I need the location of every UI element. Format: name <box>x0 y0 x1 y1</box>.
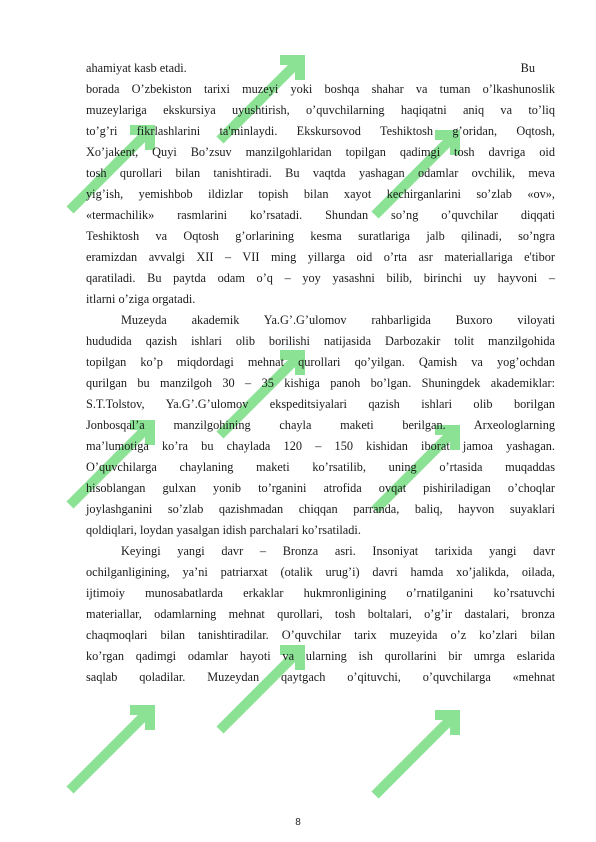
text-line: Xo’jakent, Quyi Bo’zsuv manzilgohlaridan topilgan qadimgi tosh davriga oid <box>86 145 555 159</box>
text-line: tosh qurollari bilan tanishtiradi. Bu vaqtda yashagan odamlar ovchilik, meva <box>86 166 555 180</box>
text-line: S.T.Tolstov, Ya.G’.G’ulomov ekspeditsiyalari qazish ishlari olib borilgan <box>86 397 555 411</box>
text-line: Jonbosqal’a manzilgohining chayla maketi berilgan. Arxeologlarning <box>86 418 555 432</box>
text-line: chaqmoqlari bilan tanishtiradilar. O’quvchilar tarix muzeyida o’z ko’zlari bilan <box>86 628 555 642</box>
text-line: saqlab qoladilar. Muzeydan qaytgach o’qituvchi, o’quvchilarga «mehnat <box>86 670 555 684</box>
text-line: ma’lumotiga ko’ra bu chaylada 120 – 150 kishidan iborat jamoa yashagan. <box>86 439 555 453</box>
text-line: eramizdan avvalgi XII – VII ming yillarga oid o’rta asr materiallariga e'tibor <box>86 250 555 264</box>
text-line: qaratiladi. Bu paytda odam o’q – yoy yasashni bilib, birinchi uy hayvoni – <box>86 271 555 285</box>
text-line: ko’rgan qadimgi odamlar hayoti va ularning ish qurollarini bir umrga eslarida <box>86 649 555 663</box>
text-line: Muzeyda akademik Ya.G’.G’ulomov rahbarligida Buxoro viloyati <box>121 313 555 327</box>
text-line: Teshiktosh va Oqtosh g’orlarining kesma suratlariga jalb qilinadi, so’ngra <box>86 229 555 243</box>
text-line: O’quvchilarga chaylaning maketi ko’rsatilib, uning o’rtasida muqaddas <box>86 460 555 474</box>
text-line: ochilganligining, ya’ni patriarxat (otalik urug’i) davri hamda xo’jalikda, oilada, <box>86 565 555 579</box>
text-line: itlarni o’ziga orgatadi. <box>86 292 196 306</box>
text-line: hududida qazish ishlari olib borilishi natijasida Darbozakir tolit manzilgohida <box>86 334 555 348</box>
text-fragment: Bu <box>520 61 535 75</box>
text-line: «termachilik» rasmlarini ko’rsatadi. Shundan so’ng o’quvchilar diqqati <box>86 208 555 222</box>
text-line: materiallar, odamlarning mehnat qurollari, tosh boltalari, o’g’ir dastalari, bronza <box>86 607 555 621</box>
text-line: borada O’zbekiston tarixi muzeyi yoki boshqa shahar va tuman o’lkashunoslik <box>86 82 555 96</box>
watermark-arrow-icon <box>60 700 160 800</box>
text-line: muzeylariga ekskursiya uyushtirish, o’quvchilarning haqiqatni aniq va to’liq <box>86 103 555 117</box>
text-fragment: ahamiyat kasb etadi. <box>86 61 187 75</box>
text-line: topilgan ko’p miqdordagi mehnat qurollari qo’yilgan. Qamish va yog’ochdan <box>86 355 555 369</box>
text-line: hisoblangan gulxan yonib to’rganini atrofida ovqat pishiriladigan o’choqlar <box>86 481 555 495</box>
text-line: to’g’ri fikrlashlarini ta'minlaydi. Ekskursovod Teshiktosh g’oridan, Oqtosh, <box>86 124 555 138</box>
text-line: qurilgan bu manzilgoh 30 – 35 kishiga panoh bo’lgan. Shuningdek akademiklar: <box>86 376 555 390</box>
text-line: qoldiqlari, loydan yasalgan idish parchalari ko’rsatiladi. <box>86 523 361 537</box>
text-line: joylashganini so’zlab qazishmadan chiqqan parranda, baliq, hayvon suyaklari <box>86 502 555 516</box>
body-text <box>86 58 555 688</box>
text-line: ijtimoiy munosabatlarda erkaklar hukmronligining o’rnatilganini ko’rsatuvchi <box>86 586 555 600</box>
watermark-arrow-icon <box>365 705 465 805</box>
text-line <box>86 58 555 79</box>
page-number: 8 <box>295 817 301 828</box>
text-line: yig’ish, yemishbob ildizlar topish bilan xayot kechirganlarini so’zlab «ov», <box>86 187 555 201</box>
text-line: Keyingi yangi davr – Bronza asri. Insoniyat tarixida yangi davr <box>121 544 555 558</box>
